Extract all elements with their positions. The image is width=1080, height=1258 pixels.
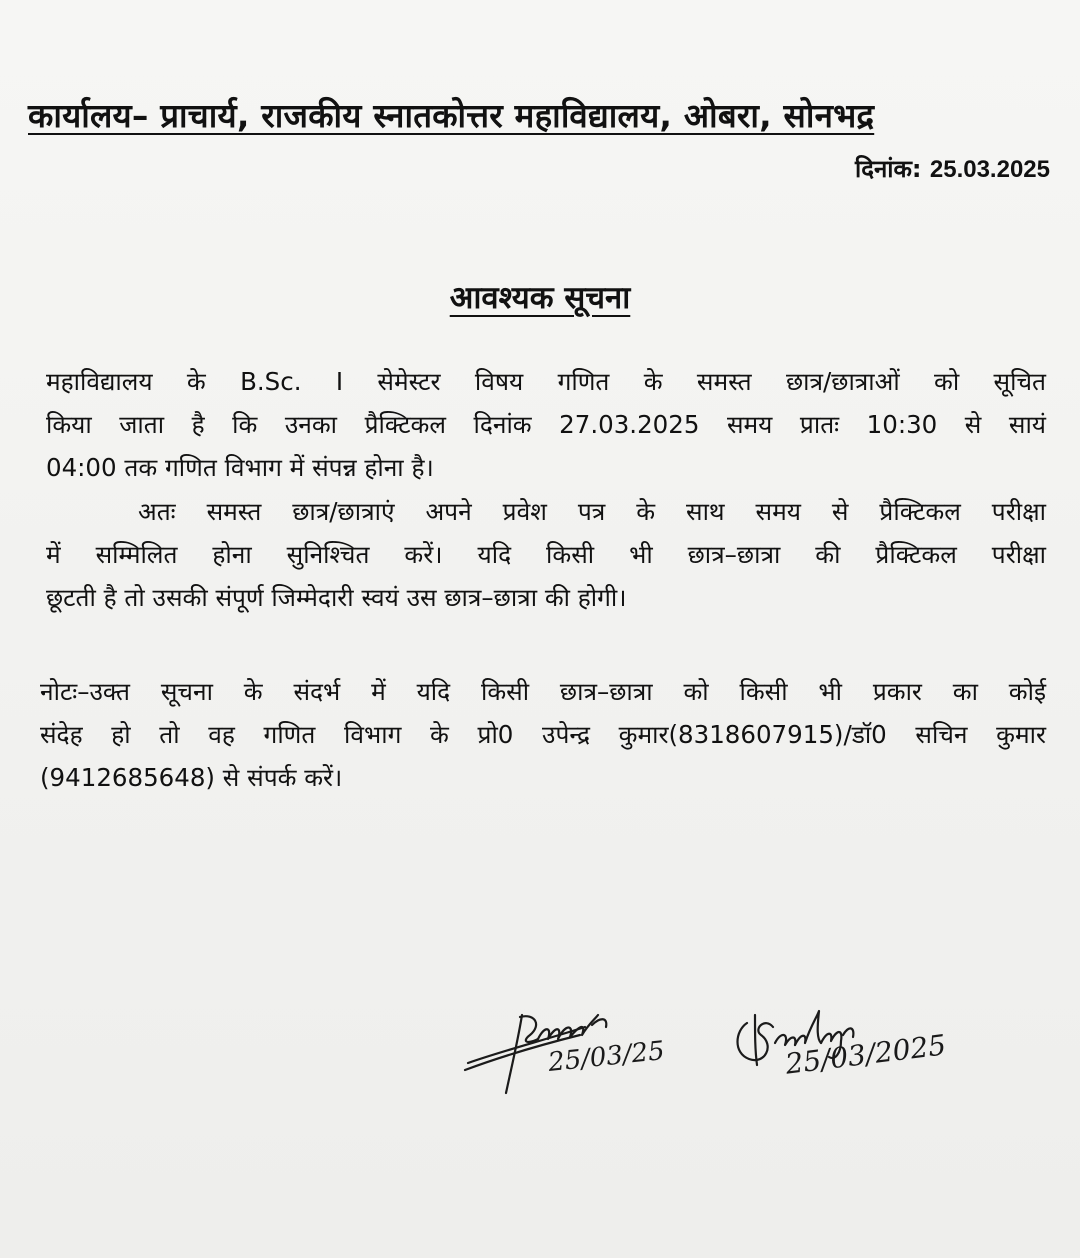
notice-title <box>0 276 1080 318</box>
paragraph-instructions <box>46 490 1046 619</box>
paragraph-line: में सम्मिलित होना सुनिश्चित करें। यदि किसी भी छात्र–छात्रा की प्रैक्टिकल परीक्षा <box>46 540 1046 569</box>
paragraph-line: छूटती है तो उसकी संपूर्ण जिम्मेदारी स्वयं उस छात्र–छात्रा की होगी। <box>46 583 627 612</box>
paragraph-line: 04:00 तक गणित विभाग में संपन्न होना है। <box>46 453 434 482</box>
note-paragraph <box>40 670 1046 799</box>
date-label: दिनांक: <box>854 155 922 183</box>
signature-second-date: 25/03/2025 <box>783 1028 948 1081</box>
note-line: संदेह हो तो वह गणित विभाग के प्रो0 उपेन्द्र कुमार(8318607915)/डॉ0 सचिन कुमार <box>40 720 1046 749</box>
paragraph-practical-schedule <box>46 360 1046 489</box>
office-header: कार्यालय– प्राचार्य, राजकीय स्नातकोत्तर महाविद्यालय, ओबरा, सोनभद्र <box>28 96 875 135</box>
note-line: नोटः–उक्त सूचना के संदर्भ में यदि किसी छात्र–छात्रा को किसी भी प्रकार का कोई <box>40 677 1046 706</box>
date-value: 25.03.2025 <box>929 156 1050 183</box>
paragraph-line: महाविद्यालय के B.Sc. I सेमेस्टर विषय गणित के समस्त छात्र/छात्राओं को सूचित <box>46 367 1046 396</box>
signature-first-date: 25/03/25 <box>546 1035 667 1079</box>
note-line: (9412685648) से संपर्क करें। <box>40 763 343 792</box>
paragraph-line: अतः समस्त छात्र/छात्राएं अपने प्रवेश पत्र के साथ समय से प्रैक्टिकल परीक्षा <box>138 497 1046 526</box>
paragraph-line: किया जाता है कि उनका प्रैक्टिकल दिनांक 27.03.2025 समय प्रातः 10:30 से सायं <box>46 410 1046 439</box>
issue-date <box>855 152 1050 185</box>
notice-title-text: आवश्यक सूचना <box>449 280 631 316</box>
